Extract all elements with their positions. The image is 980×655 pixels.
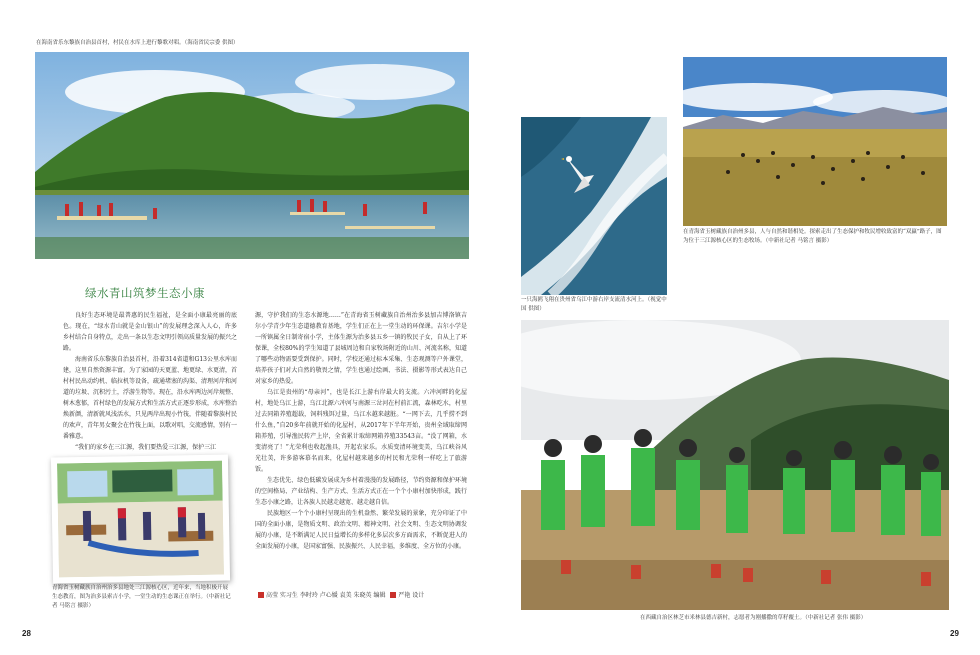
paragraph: 良好生态环境是最普惠的民生福祉，是全面小康最亮丽的底色。现在，“绿水青山就是金山银山”的发展理念深入人心，许多乡村结合自身特点，走出一条以生态文明引领高质量发展的振兴之路。 [63,312,237,352]
page-number-left: 28 [22,629,31,638]
pasture-photo [683,57,947,226]
pasture-caption: 在青海省玉树藏族自治州多县，人与自然和谐相处。探索走出了生态保护和牧民增收致富的“双赢”路子，图为位于三江源核心区的生态牧场。（中新社记者 马铭言 摄影） [683,229,942,244]
classroom-photo [57,461,224,578]
article-column-2 [255,310,467,588]
paragraph: 生态优先、绿色低碳发展成为乡村着漫漫的发展路径，节约资源和保护环境的空间格局、产业结构、生产方式、生活方式正在一个个小康村加快形成，践行生态小康之路，让各族人民越走越宽、越走越自信。 [255,477,467,506]
paragraph: 源，守护我们的生态水源地……”在青海省玉树藏族自治州治多县加吉博洛镇吉尔小学青少年生态道德教育基地，学生们正在上一堂生动的环保课。吉尔小学是一所镇属全日制寄宿小学，主体生源为治多县五乡一镇的牧民子女，自从上了环保课，全校80%的学生知道了县城周边和自家牧场附近的山川、河流名称，知道了哪些动物需要受到保护。同时，学校还通过标本采集、生态观测等户外课堂，培养孩子们对大自然的敬畏之情，学生也通过绘画、书法、摄影等形式表达自己对家乡的热爱。 [255,312,467,385]
paragraph: “我们的家乡在三江源，我们要热爱三江源，保护三江 [75,444,217,451]
credit-marker [258,592,264,598]
editor-credits: 高莹 实习生 李时玲 卢心媛 袁美 朱晓英 编辑 严艳 设计 [258,590,424,599]
paragraph: 民族地区一个个小康村呈现出的生机盎然、繁荣发展的景象，充分印证了中国的全面小康，是物质文明、政治文明、精神文明、社会文明、生态文明协调发展的小康，是不断满足人民日益增长的多样化多层次多方面需求，不断促进人的全面发展的小康，是国家富强、民族振兴、人民幸福，多维度、全方位的小康。 [255,510,467,550]
page-number-right: 29 [950,629,959,638]
credit-marker [390,592,396,598]
planting-caption: 在西藏自治区林芝市米林县德吉新村，志愿者为刚播撒的草籽覆土。（中新社记者 张伟 摄影） [640,615,867,621]
lake-village-photo [35,52,469,259]
tree-planting-photo [521,320,949,610]
school-caption: 青海省玉树藏族自治州治多县地处三江源核心区，近年来，当地积极开展生态教育，图为治多县索吉小学，一堂生动的生态课正在举行。（中新社记者 马铭言 摄影） [52,585,231,609]
gull-river-photo [521,117,667,295]
school-photo-frame [51,454,230,583]
gull-caption: 一只海鸥飞翔在贵州省乌江中游右岸支流清水河上。（视觉中国 供图） [521,297,667,312]
top-left-caption: 在海南省乐东黎族自治县首村，村民在水库上进行黎歌对唱。（海南省民宗委 供图） [36,40,239,46]
article-title: 绿水青山筑梦生态小康 [85,286,205,300]
article-column-1 [63,310,237,453]
paragraph: 乌江是贵州的“母亲河”，也是长江上游右岸最大的支流。六冲河畔的化屋村，地处乌江上游，乌江北源六冲河与南源三岔河在村前汇流，森林吃水，村里过去同箱养殖超载，饲料残饵过量，乌江水越来越脏。“一网下去，几乎捞不到什么鱼，”自20多年前就开始的化屋村，从2017年下半年开始，贵州全域取缔网箱养殖，引导渔民转产上岸，全省累计取缔网箱养殖33543亩。“没了网箱，水变清亮了！”尤荣利也收起渔具，开起农家乐。水质变清环境变美，乌江峡谷风光壮美，许多游客慕名而来，化屋村越来越多的村民和尤荣利一样吃上了旅游饭。 [255,389,467,473]
paragraph: 海南省乐东黎族自治县首村，沿着314省道和G13公里水库而建，这里自然资源丰富。为了家园的天更蓝、地更绿、水更清，首村村民出动约机、临拉机等设备，疏通堵塞的沟渠、清理河岸和河道的垃圾、沉积污土，浮游生物等。现在，沿水库两边河岸规整、树木葱郁，首村绿色的发展方式和生活方式正逐步形成，水库整治焕新颜，清新就风浅活水，只见两岸出现小竹筏，伴随着黎族村民的欢声，青年男女聚会在竹筏上面，以歌对唱，交流感情，别有一番雅意。 [63,356,237,440]
